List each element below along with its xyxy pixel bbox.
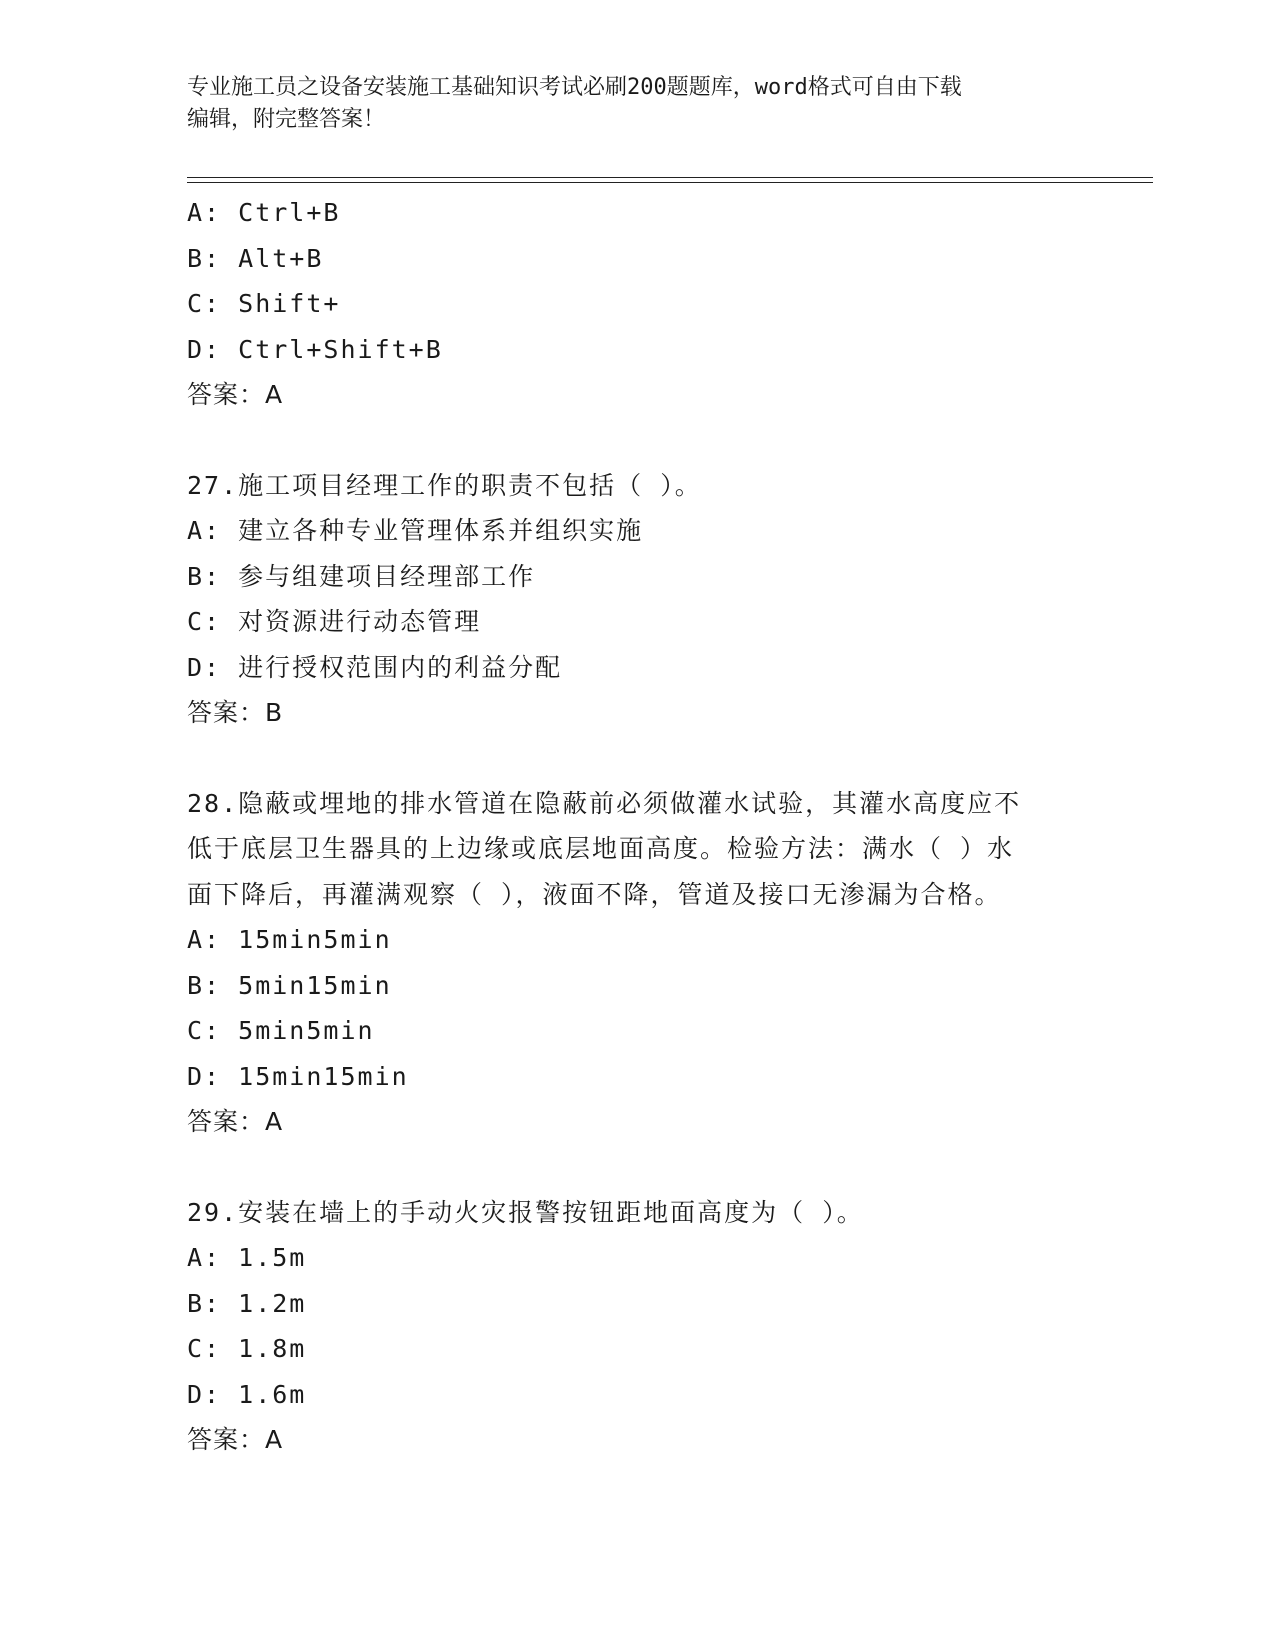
option-b: B: Alt+B [187, 243, 324, 273]
answer-line: 答案：A [187, 1107, 284, 1136]
question-block [187, 463, 1087, 736]
option-c: C: 对资源进行动态管理 [187, 607, 482, 636]
option-d: D: 15min15min [187, 1061, 409, 1091]
question-block [187, 781, 1087, 1145]
option-c: C: 1.8m [187, 1334, 307, 1363]
question-stem: 27.施工项目经理工作的职责不包括（ ）。 [187, 470, 702, 500]
option-d: D: 1.6m [187, 1379, 307, 1409]
option-b: B: 参与组建项目经理部工作 [187, 561, 536, 591]
block-spacer [187, 1145, 1087, 1190]
block-spacer [187, 418, 1087, 463]
option-b: B: 1.2m [187, 1288, 307, 1318]
answer-line: 答案：A [187, 380, 284, 409]
question-block [187, 190, 1087, 418]
option-a: A: Ctrl+B [187, 198, 341, 227]
option-d: D: 进行授权范围内的利益分配 [187, 652, 563, 682]
question-stem-line-3: 面下降后，再灌满观察（ ），液面不降，管道及接口无渗漏为合格。 [187, 879, 1002, 909]
question-stem-line-2: 低于底层卫生器具的上边缘或底层地面高度。检验方法：满水（ ）水 [187, 834, 1015, 863]
option-a: A: 建立各种专业管理体系并组织实施 [187, 516, 644, 545]
answer-line: 答案：A [187, 1425, 284, 1454]
header-line-2: 编辑，附完整答案！ [187, 107, 386, 132]
document-header [187, 72, 1067, 136]
option-c: C: Shift+ [187, 289, 341, 318]
option-a: A: 15min5min [187, 925, 392, 954]
question-block [187, 1190, 1087, 1463]
question-list [187, 190, 1087, 1463]
option-c: C: 5min5min [187, 1016, 375, 1045]
question-stem-line-1: 28.隐蔽或埋地的排水管道在隐蔽前必须做灌水试验，其灌水高度应不 [187, 788, 1022, 818]
option-a: A: 1.5m [187, 1243, 307, 1272]
question-stem: 29.安装在墙上的手动火灾报警按钮距地面高度为（ ）。 [187, 1197, 864, 1227]
option-b: B: 5min15min [187, 970, 392, 1000]
option-d: D: Ctrl+Shift+B [187, 334, 443, 364]
header-divider-top [187, 177, 1153, 178]
answer-line: 答案：B [187, 698, 284, 727]
block-spacer [187, 736, 1087, 781]
header-divider-bottom [187, 182, 1153, 183]
header-line-1: 专业施工员之设备安装施工基础知识考试必刷200题题库，word格式可自由下载 [187, 75, 962, 100]
